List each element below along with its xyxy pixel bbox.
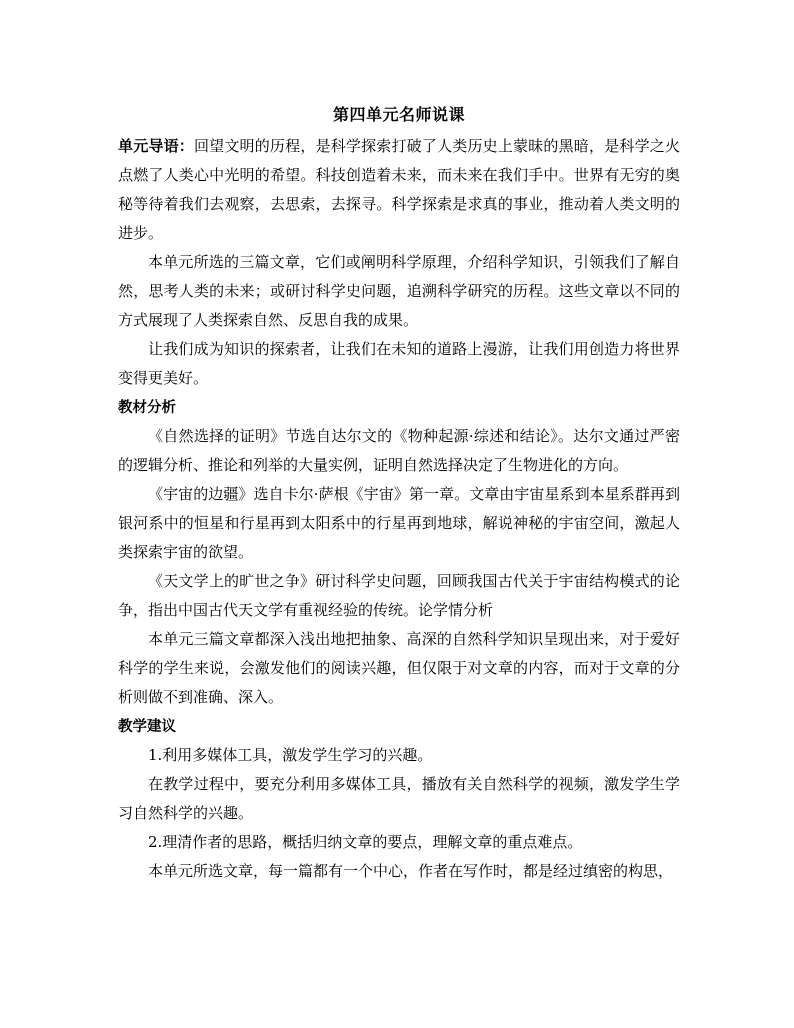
intro-paragraph-2: 让我们成为知识的探索者，让我们在未知的道路上漫游，让我们用创造力将世界变得更美好。: [118, 340, 680, 387]
analysis-paragraph-1: 《自然选择的证明》节选自达尔文的《物种起源·综述和结论》。达尔文通过严密的逻辑分析、推论和列举的大量实例，证明自然选择决定了生物进化的方向。: [118, 427, 680, 474]
analysis-paragraph-3: 《天文学上的旷世之争》研讨科学史问题，回顾我国古代关于宇宙结构模式的论争，指出中国古代天文学有重视经验的传统。论学情分析: [118, 572, 680, 619]
suggestions-heading: 教学建议: [118, 718, 176, 735]
unit-intro-text: 回望文明的历程，是科学探索打破了人类历史上蒙昧的黑暗，是科学之火点燃了人类心中光明的希望。科技创造着未来，而未来在我们手中。世界有无穷的奥秘等待着我们去观察，去思索，去探寻。科学探索是求真的事业，推动着人类文明的进步。: [118, 137, 680, 242]
unit-intro-label: 单元导语：: [118, 137, 194, 155]
suggestion-item-1: 1.利用多媒体工具，激发学生学习的兴趣。: [148, 746, 433, 764]
document-title: 第四单元名师说课: [332, 105, 465, 124]
analysis-heading: 教材分析: [118, 399, 176, 416]
suggestion-paragraph-1: 在教学过程中，要充分利用多媒体工具，播放有关自然科学的视频，激发学生学习自然科学的兴趣。: [118, 775, 680, 822]
analysis-paragraph-2: 《宇宙的边疆》选自卡尔·萨根《宇宙》第一章。文章由宇宙星系到本星系群再到银河系中的恒星和行星再到太阳系中的行星再到地球，解说神秘的宇宙空间，激起人类探索宇宙的欲望。: [118, 485, 680, 561]
unit-intro-paragraph: [118, 132, 680, 248]
document-page: [118, 100, 680, 886]
intro-paragraph-1: 本单元所选的三篇文章，它们或阐明科学原理，介绍科学知识，引领我们了解自然，思考人类的未来；或研讨科学史问题，追溯科学研究的历程。这些文章以不同的方式展现了人类探索自然、反思自我的成果。: [118, 253, 680, 329]
suggestion-paragraph-2: 本单元所选文章，每一篇都有一个中心，作者在写作时，都是经过缜密的构思，: [148, 862, 674, 880]
analysis-paragraph-4: 本单元三篇文章都深入浅出地把抽象、高深的自然科学知识呈现出来，对于爱好科学的学生来说，会激发他们的阅读兴趣，但仅限于对文章的内容，而对于文章的分析则做不到准确、深入。: [118, 630, 680, 706]
suggestion-item-2: 2.理清作者的思路，概括归纳文章的要点，理解文章的重点难点。: [148, 833, 583, 851]
